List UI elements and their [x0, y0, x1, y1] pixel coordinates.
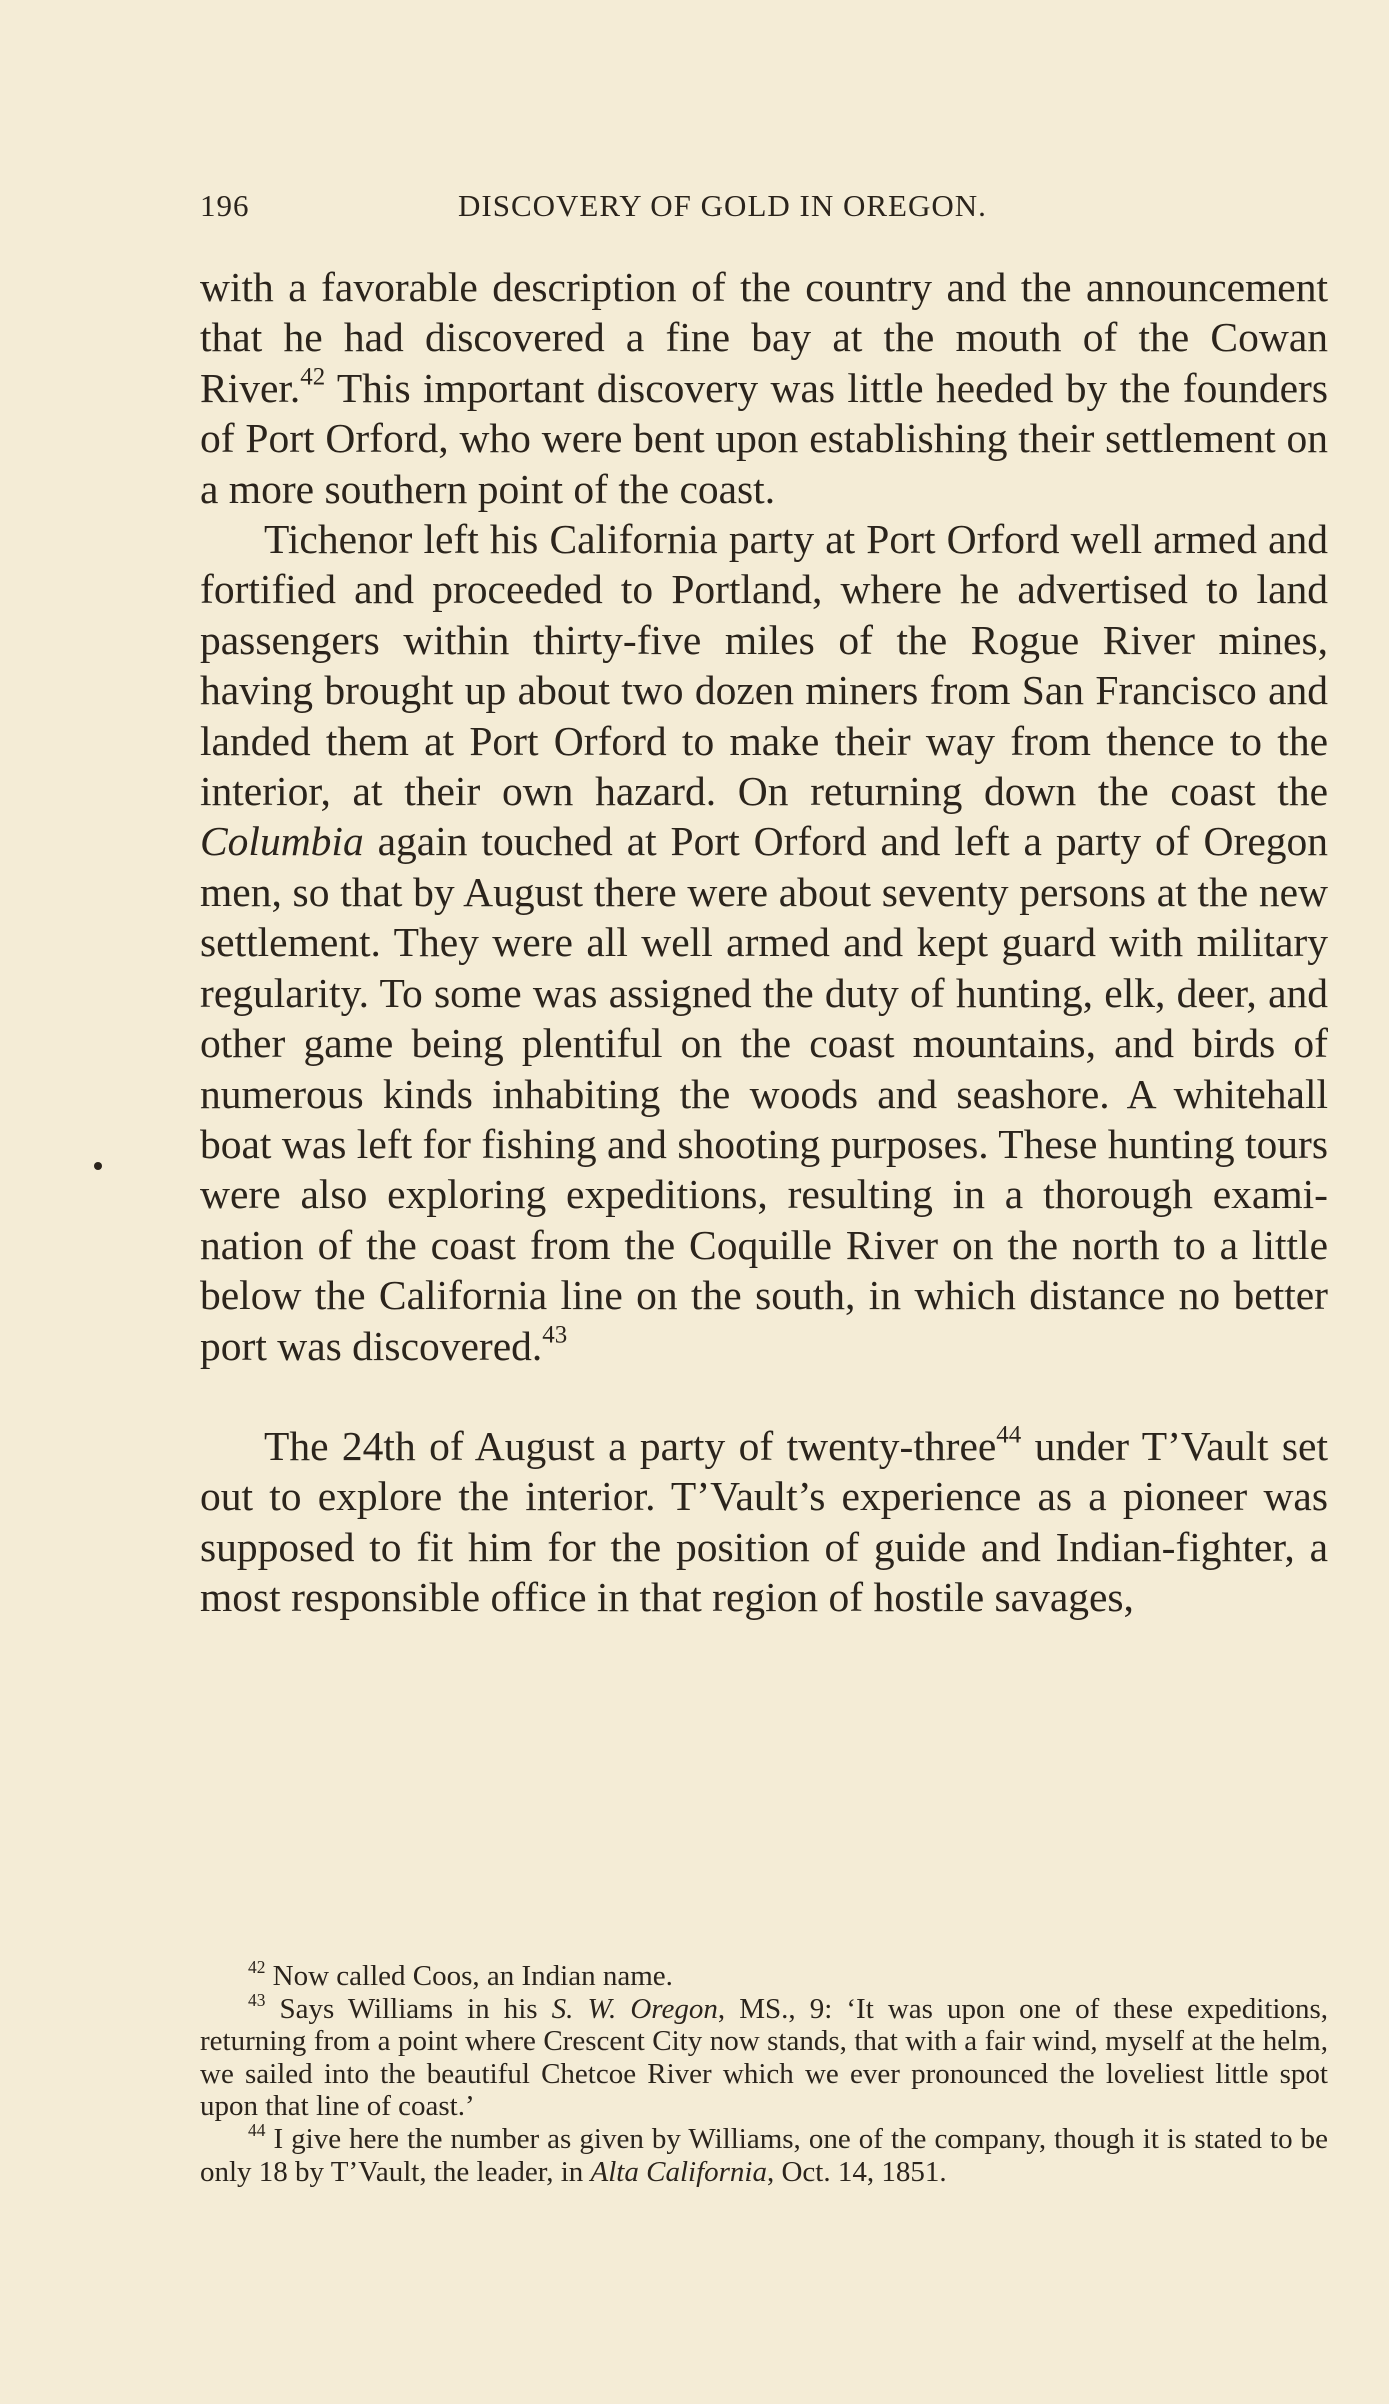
footnote-43: $^{43}$ Says Williams in his S. W. Oregon, MS., 9: ‘It was upon one of these expeditions, returning from a point where Crescent City now stands, that with a fair wind, myself at the helm, we sailed into the beautiful Chetcoe River which we ever pronounced the loveliest little spot upon that line of coast.’: [200, 1989, 1328, 2123]
footnote-44: $^{44}$ I give here the number as given by Williams, one of the company, though it is stated to be only 18 by T’Vault, the leader, in Alta California, Oct. 14, 1851.: [200, 2119, 1328, 2188]
footnote-ref-44[interactable]: 44: [996, 1421, 1022, 1449]
paragraph-2: Tichenor left his California party at Port Orford well armed and fortified and proceeded to Portland, where he advertised to land passengers within thirty-five miles of the Rogue River mines, having brought up about two dozen miners from San Francisco and landed them at Port Orford to make their way from thence to the interior, at their own hazard. On returning down the coast the Columbia again touched at Port Orford and left a party of Oregon men, so that by August there were about seventy persons at the new settlement. They were all well armed and kept guard with military regularity. To some was assigned the duty of hunting, elk, deer, and other game being plentiful on the coast mountains, and birds of numerous kinds inhabiting the woods and seashore. A whitehall boat was left for fishing and shooting purposes. These hunting tours were also exploring expeditions, resulting in a thorough examination of the coast from the Coquille River on the north to a little below the California line on the south, in which distance no better port was discovered.$^{43}$: [200, 516, 1328, 1369]
running-title: DISCOVERY OF GOLD IN OREGON.: [458, 188, 987, 223]
ink-spot: [94, 1162, 102, 1170]
paragraph-1: with a favorable description of the country and the announcement that he had discovered a fine bay at the mouth of the Cowan River.$^{42}$ This important discovery was little heeded by the founders of Port Orford, who were bent upon establishing their settlement on a more southern point of the coast.: [200, 264, 1328, 512]
paragraph-3: The 24th of August a party of twenty-three$^{44}$ under T’Vault set out to explore the interior. T’Vault’s experience as a pioneer was supposed to fit him for the position of guide and Indian-fighter, a most responsible office in that region of hostile savages,: [200, 1421, 1328, 1621]
footnote-ref-42[interactable]: 42: [300, 363, 326, 391]
page-number: 196: [200, 188, 250, 223]
footnotes: [200, 1956, 1328, 2188]
running-header: [200, 188, 1330, 238]
body-text: [200, 262, 1328, 1623]
footnote-ref-43[interactable]: 43: [542, 1321, 568, 1349]
footnote-42: $^{42}$ Now called Coos, an Indian name.: [248, 1956, 673, 1992]
ship-name: Columbia: [200, 818, 364, 865]
